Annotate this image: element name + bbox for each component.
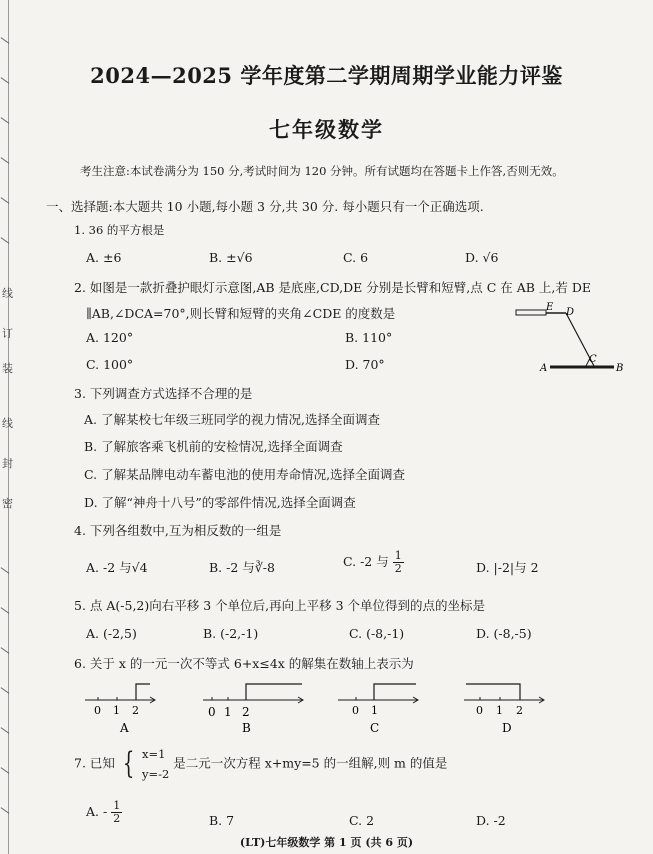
lamp-short-arm (516, 310, 546, 315)
q5-option-c: C. (-8,-1) (349, 626, 405, 641)
tick-label-0: 0 (94, 704, 101, 717)
number-line-b (198, 678, 308, 736)
page-footer: (LT)七年级数学 第 1 页 (共 6 页) (239, 836, 414, 849)
q1-option-b: B. ±√6 (209, 250, 253, 265)
tick-label-1: 1 (371, 704, 378, 717)
q7-option-a (86, 800, 122, 825)
q2-option-b: B. 110° (345, 330, 393, 345)
margin-char: 装 (2, 362, 13, 375)
margin-char: 封 (2, 457, 13, 470)
fraction-one-half (393, 550, 404, 575)
margin-char: 订 (2, 327, 13, 340)
fraction-numerator: 1 (113, 799, 121, 812)
tick-label-1: 1 (113, 704, 120, 717)
q2-stem-line1: 2. 如图是一款折叠护眼灯示意图,AB 是底座,CD,DE 分别是长臂和短臂,点 C 在 AB 上,若 DE (74, 280, 592, 295)
q3-option-b: B. 了解旅客乘飞机前的安检情况,选择全面调查 (84, 439, 343, 454)
q7-option-c: C. 2 (349, 813, 375, 828)
q1-option-a: A. ±6 (86, 250, 122, 265)
system-line-1: x=1 (141, 747, 166, 761)
label-b: B (616, 363, 624, 374)
q4-option-a: A. -2 与√4 (86, 560, 148, 575)
fraction-denominator: 2 (394, 562, 402, 575)
label-e: E (546, 302, 554, 313)
q6-option-b-label: B (242, 721, 251, 735)
q7-stem-pre: 7. 已知 (74, 755, 115, 771)
q2-stem-line2: ∥AB,∠DCA=70°,则长臂和短臂的夹角∠CDE 的度数是 (86, 306, 396, 321)
number-line-d (462, 678, 548, 736)
fraction-denominator: 2 (113, 812, 121, 825)
q2-option-a: A. 120° (86, 330, 134, 345)
margin-char: 线 (2, 417, 13, 430)
exam-notice: 考生注意:本试卷满分为 150 分,考试时间为 120 分钟。所有试题均在答题卡上作答,否则无效。 (80, 164, 564, 178)
tick-label-2: 2 (516, 704, 523, 717)
q4-option-d: D. |-2|与 2 (476, 560, 539, 575)
q4-stem: 4. 下列各组数中,互为相反数的一组是 (74, 523, 282, 538)
q1-option-c: C. 6 (343, 250, 369, 265)
q7-option-b: B. 7 (209, 813, 235, 828)
q6-option-d-label: D (502, 721, 512, 735)
margin-char: 密 (2, 497, 13, 510)
q7-stem (74, 744, 447, 784)
q3-option-d: D. 了解“神舟十八号”的零部件情况,选择全面调查 (84, 495, 356, 510)
q2-option-d: D. 70° (345, 357, 385, 372)
fraction-numerator: 1 (394, 549, 402, 562)
q5-stem: 5. 点 A(-5,2)向右平移 3 个单位后,再向上平移 3 个单位得到的点的坐标是 (74, 598, 486, 613)
number-line-c (336, 678, 422, 736)
q3-option-a: A. 了解某校七年级三班同学的视力情况,选择全面调查 (84, 412, 380, 427)
label-d: D (566, 307, 575, 318)
tick-label-0: 0 (476, 704, 483, 717)
tick-label-0: 0 (352, 704, 359, 717)
exam-subtitle: 七年级数学 (269, 117, 384, 142)
q6-stem: 6. 关于 x 的一元一次不等式 6+x≤4x 的解集在数轴上表示为 (74, 656, 414, 671)
q3-stem: 3. 下列调查方式选择不合理的是 (74, 386, 253, 401)
tick-label-2: 2 (132, 704, 139, 717)
equation-system (142, 744, 169, 784)
section-heading: 一、选择题:本大题共 10 小题,每小题 3 分,共 30 分. 每小题只有一个正确选项. (46, 199, 484, 214)
q4-option-c (343, 550, 404, 575)
label-a: A (540, 363, 548, 374)
tick-label-1: 1 (496, 704, 503, 717)
q6-option-c-label: C (370, 721, 380, 735)
exam-title: 2024—2025 学年度第二学期周期学业能力评鉴 (90, 63, 563, 88)
q4-option-c-text: C. -2 与 (343, 554, 389, 569)
q6-option-a-label: A (120, 721, 129, 735)
number-line-a (80, 678, 160, 736)
q2-option-c: C. 100° (86, 357, 134, 372)
system-line-2: y=-2 (141, 767, 170, 781)
q5-option-a: A. (-2,5) (86, 626, 137, 641)
q3-option-c: C. 了解某品牌电动车蓄电池的使用寿命情况,选择全面调查 (84, 467, 406, 482)
lamp-figure (510, 298, 630, 378)
tick-label-0: 0 (208, 705, 216, 719)
q4-option-b: B. -2 与∛-8 (209, 560, 275, 575)
label-c: C (589, 354, 597, 365)
q7-option-d: D. -2 (476, 813, 506, 828)
margin-char: 线 (2, 287, 13, 300)
tick-label-1: 1 (224, 705, 232, 719)
brace-symbol: { (122, 746, 135, 781)
q1-stem: 1. 36 的平方根是 (74, 223, 165, 237)
q7-stem-post: 是二元一次方程 x+my=5 的一组解,则 m 的值是 (173, 755, 448, 771)
q7-option-a-text: A. - (86, 804, 108, 819)
q1-option-d: D. √6 (465, 250, 499, 265)
q5-option-d: D. (-8,-5) (476, 626, 532, 641)
fraction-one-half (111, 800, 122, 825)
tick-label-2: 2 (242, 705, 250, 719)
q5-option-b: B. (-2,-1) (203, 626, 259, 641)
